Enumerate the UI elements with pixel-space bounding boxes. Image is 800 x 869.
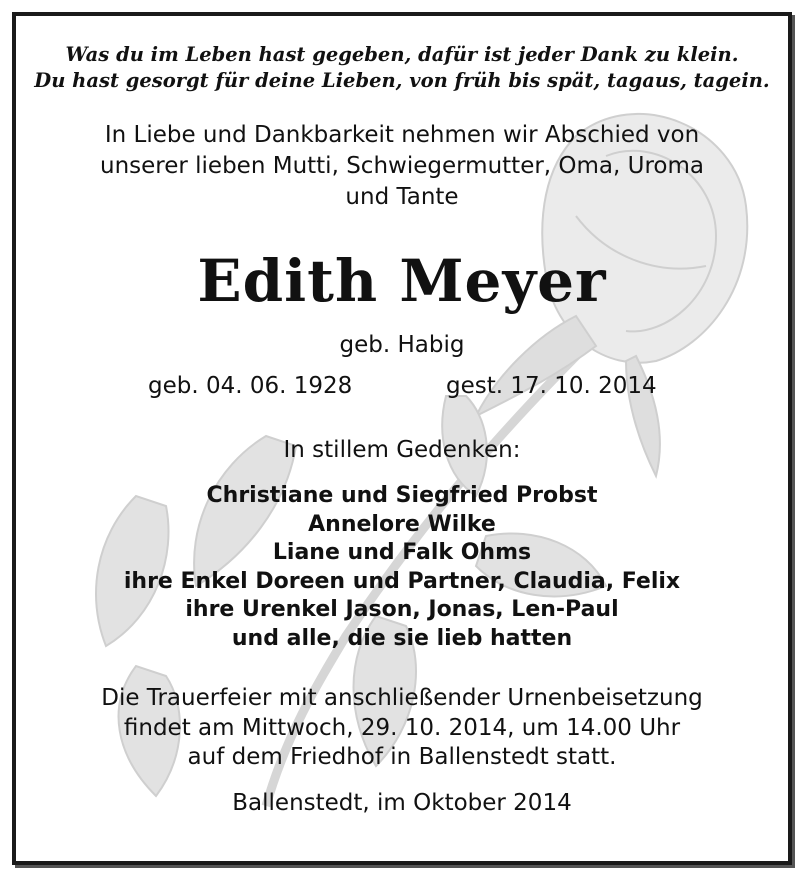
death-date: gest. 17. 10. 2014 xyxy=(446,373,657,399)
mourner-line: Annelore Wilke xyxy=(308,511,496,537)
mourner-line: und alle, die sie lieb hatten xyxy=(231,625,573,651)
mourners-list xyxy=(16,482,788,653)
intro-line: und Tante xyxy=(345,184,459,210)
obituary-content xyxy=(16,16,788,861)
deceased-name: Edith Meyer xyxy=(197,247,607,315)
quote-line: Was du im Leben hast gegeben, dafür ist jeder Dank zu klein. xyxy=(65,43,739,66)
memorial-quote xyxy=(16,42,788,94)
mourner-line: Christiane und Siegfried Probst xyxy=(206,483,598,508)
mourner-line: ihre Urenkel Jason, Jonas, Len-Paul xyxy=(185,597,619,622)
birth-name: geb. Habig xyxy=(339,332,465,358)
intro-text xyxy=(16,120,788,213)
funeral-notice xyxy=(16,684,788,773)
funeral-line: auf dem Friedhof in Ballenstedt statt. xyxy=(187,744,617,770)
birth-date: geb. 04. 06. 1928 xyxy=(148,373,353,399)
obituary-frame xyxy=(12,12,792,865)
mourner-line: ihre Enkel Doreen und Partner, Claudia, Felix xyxy=(123,568,681,594)
intro-line: In Liebe und Dankbarkeit nehmen wir Abschied von xyxy=(104,122,700,148)
memory-heading: In stillem Gedenken: xyxy=(283,437,521,463)
mourner-line: Liane und Falk Ohms xyxy=(272,540,532,565)
funeral-line: Die Trauerfeier mit anschließender Urnenbeisetzung xyxy=(101,685,703,711)
funeral-line: findet am Mittwoch, 29. 10. 2014, um 14.00 Uhr xyxy=(123,714,681,741)
place-date: Ballenstedt, im Oktober 2014 xyxy=(232,790,572,816)
intro-line: unserer lieben Mutti, Schwiegermutter, Oma, Uroma xyxy=(100,153,704,179)
quote-line: Du hast gesorgt für deine Lieben, von früh bis spät, tagaus, tagein. xyxy=(34,69,770,92)
